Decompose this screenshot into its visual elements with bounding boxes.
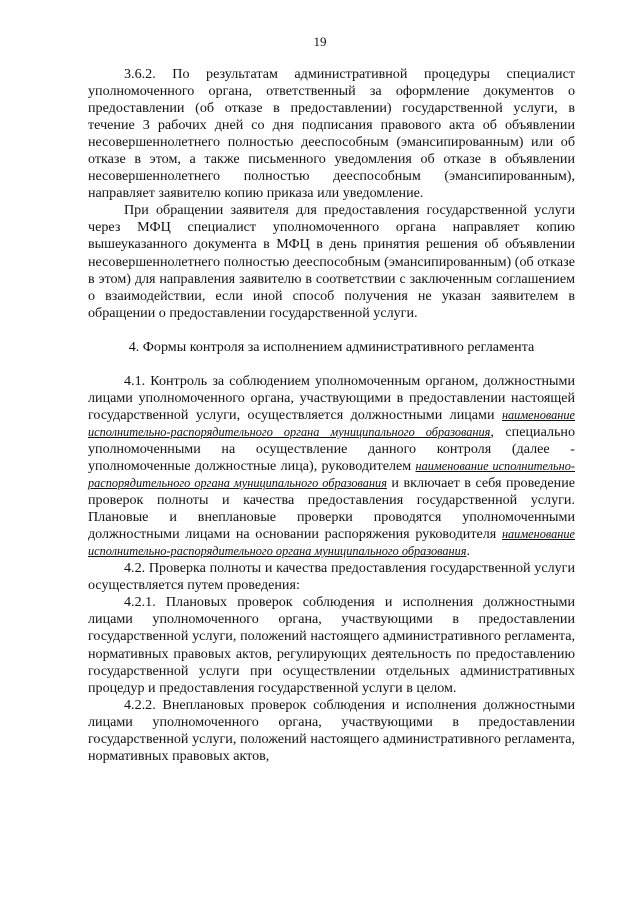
paragraph-4-1-text-a: 4.1. Контроль за соблюдением уполномоченным органом, должностными лицами уполномоченного органа, участвующими в предоставлении настоящей государственной услуги, осуществляется должностными лицами	[88, 372, 575, 423]
page-number: 19	[313, 34, 327, 49]
paragraph-4-2: 4.2. Проверка полноты и качества предоставления государственной услуги осуществляется путем проведения:	[88, 560, 575, 594]
paragraph-4-1-text-c: , специально уполномоченными на осуществление данного контроля (далее - уполномоченные должностные лица), руководителем	[88, 423, 575, 474]
paragraph-4-2-2: 4.2.2. Внеплановых проверок соблюдения и исполнения должностными лицами уполномоченного органа, участвующими в предоставлении государственной услуги, положений настоящего административного регламента, нормативных правовых актов,	[88, 696, 575, 764]
spacer	[88, 356, 575, 373]
paragraph-4-2-1: 4.2.1. Плановых проверок соблюдения и исполнения должностными лицами уполномоченного органа, участвующими в предоставлении государственной услуги, положений настоящего административного регламента, нормативных правовых актов, регулирующих деятельность по предоставлению государственной услуги при осуществлении отдельных административных процедур и предоставления государственной услуги в целом.	[88, 594, 575, 696]
paragraph-4-1-text-e: и включает в себя проведение проверок полноты и качества предоставления государственной услуги. Плановые и внеплановые проверки проводятся уполномоченными должностными лицами на основании распоряжения руководителя	[88, 475, 575, 543]
paragraph-4-1	[88, 373, 575, 561]
document-body	[88, 66, 575, 765]
section-4-heading: 4. Формы контроля за исполнением административного регламента	[128, 338, 535, 355]
placeholder-organ-name: наименование исполнительно-распорядительного органа муниципального образования	[88, 527, 575, 559]
paragraph-3-6-2: 3.6.2. По результатам административной процедуры специалист уполномоченного органа, ответственный за оформление документов о предоставлении (об отказе в предоставлении) государственной услуги, в течение 3 рабочих дней со дня подписания правового акта об объявлении несовершеннолетнего полностью дееспособным (эмансипированным) или об отказе в этом, а также письменного уведомления об отказе в объявлении несовершеннолетнего полностью дееспособным (эмансипированным), направляет заявителю копию приказа или уведомление.	[88, 66, 575, 202]
paragraph-mfc: При обращении заявителя для предоставления государственной услуги через МФЦ специалист уполномоченного органа направляет копию вышеуказанного документа в МФЦ в день принятия решения об объявлении несовершеннолетнего полностью дееспособным (эмансипированным) (об отказе в этом) для направления заявителю в соответствии с заключенным соглашением о взаимодействии, если иной способ получения не указан заявителем в обращении о предоставлении государственной услуги.	[88, 202, 575, 321]
placeholder-organ-name: наименование исполнительно-распорядительного органа муниципального образования	[88, 458, 575, 491]
placeholder-organ-name: наименование исполнительно-распорядительного органа муниципального образования	[88, 407, 575, 439]
spacer	[88, 322, 575, 339]
paragraph-4-1-text-g: .	[466, 543, 471, 560]
